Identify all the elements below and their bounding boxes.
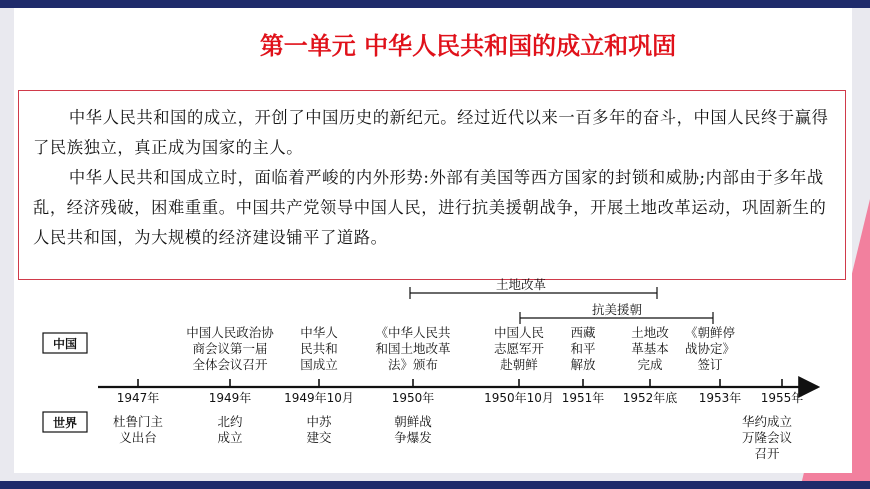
china-event-label: 商会议第一届 <box>192 341 268 356</box>
china-event-label: 和平 <box>570 341 596 356</box>
timeline-date-label: 1949年 <box>208 391 252 405</box>
world-event-label: 争爆发 <box>394 430 432 445</box>
intro-paragraph-2: 中华人民共和国成立时，面临着严峻的内外形势:外部有美国等西方国家的封锁和威胁;内部由于多年战乱，经济残破，困难重重。中国共产党领导中国人民，进行抗美援朝战争，开展土地改革运动，巩固新生的人民共和国，为大规模的经济建设铺平了道路。 <box>33 168 827 247</box>
row-label-world: 世界 <box>52 416 78 430</box>
world-event-label: 成立 <box>217 430 243 445</box>
china-event-label: 革基本 <box>631 341 669 356</box>
span-land-reform-label: 土地改革 <box>495 277 547 292</box>
china-event-label: 签订 <box>697 357 723 372</box>
world-event-label: 建交 <box>306 430 332 445</box>
world-event-label: 北约 <box>217 414 243 429</box>
timeline-date-label: 1949年10月 <box>284 391 354 405</box>
world-event-label: 朝鲜战 <box>394 414 432 429</box>
china-event-label: 西藏 <box>570 325 596 340</box>
world-event-label: 召开 <box>754 446 780 461</box>
china-event-label: 国成立 <box>300 357 338 372</box>
china-event-label: 志愿军开 <box>493 341 545 356</box>
slide-title: 第一单元 中华人民共和国的成立和巩固 <box>259 32 677 60</box>
china-event-label: 全体会议召开 <box>192 357 268 372</box>
china-event-label: 解放 <box>570 357 596 372</box>
world-event-label: 华约成立 <box>741 414 793 429</box>
china-event-label: 完成 <box>637 357 663 372</box>
china-event-label: 土地改 <box>631 325 669 340</box>
timeline-date-label: 1950年10月 <box>484 391 554 405</box>
world-event-label: 杜鲁门主 <box>112 414 164 429</box>
span-korea-label: 抗美援朝 <box>591 302 643 317</box>
china-event-label: 中国人民政治协 <box>186 325 274 340</box>
china-event-label: 民共和 <box>300 341 338 356</box>
china-event-label: 《中华人民共 <box>375 325 451 340</box>
timeline-date-label: 1955年 <box>760 391 804 405</box>
china-event-label: 中国人民 <box>493 325 545 340</box>
timeline-date-label: 1952年底 <box>622 391 678 405</box>
timeline-date-label: 1950年 <box>391 391 435 405</box>
world-event-label: 中苏 <box>306 414 332 429</box>
timeline-date-label: 1951年 <box>561 391 605 405</box>
world-event-label: 义出台 <box>119 430 157 445</box>
world-event-label: 万隆会议 <box>741 430 793 445</box>
timeline-date-label: 1953年 <box>698 391 742 405</box>
china-event-label: 法》颁布 <box>387 357 439 372</box>
row-label-china: 中国 <box>52 337 78 351</box>
china-event-label: 中华人 <box>300 325 338 340</box>
china-event-label: 《朝鲜停 <box>684 325 736 340</box>
china-event-label: 赴朝鲜 <box>500 357 538 372</box>
china-event-label: 和国土地改革 <box>375 341 451 356</box>
china-event-label: 战协定》 <box>684 341 736 356</box>
intro-paragraph-1: 中华人民共和国的成立，开创了中国历史的新纪元。经过近代以来一百多年的奋斗，中国人民终于赢得了民族独立，真正成为国家的主人。 <box>33 108 829 157</box>
timeline-date-label: 1947年 <box>116 391 160 405</box>
